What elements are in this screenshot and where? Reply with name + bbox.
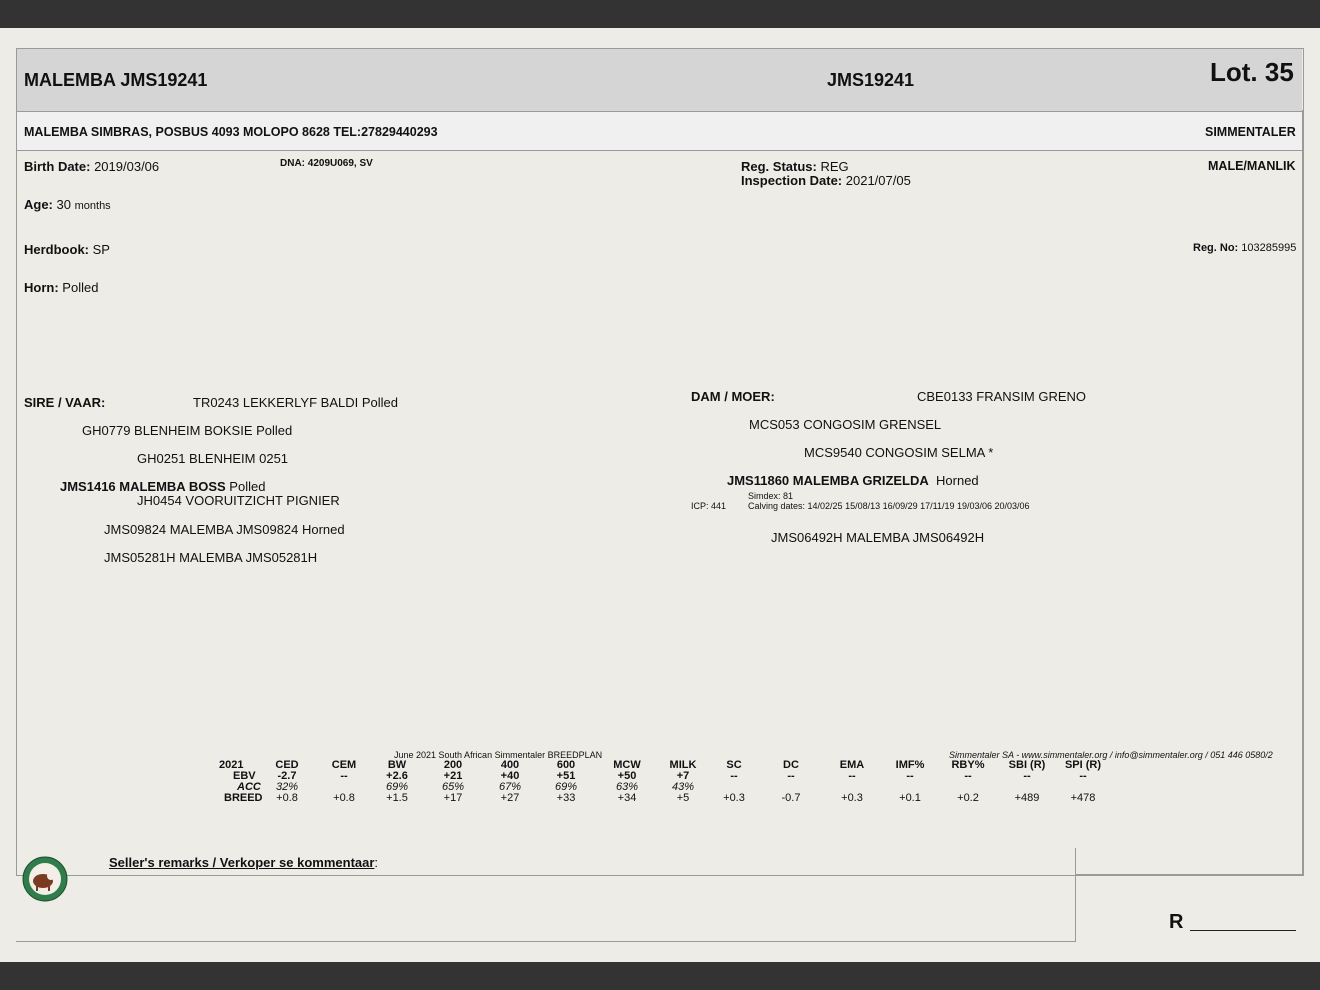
breed-average: +0.1: [899, 792, 921, 804]
breed-average: -0.7: [781, 792, 801, 804]
simdex: Simdex: 81: [748, 491, 794, 501]
breed-average: +489: [1014, 792, 1040, 804]
dam-label: DAM / MOER:: [691, 389, 775, 404]
ebv-value: +40: [500, 770, 520, 782]
acc-value: 43%: [671, 781, 695, 793]
breed-average: +0.8: [276, 792, 298, 804]
dam-sire-sire: CBE0133 FRANSIM GRENO: [917, 389, 1087, 404]
breed-average: +1.5: [386, 792, 408, 804]
dam-name: JMS11860 MALEMBA GRIZELDA Horned: [727, 473, 979, 488]
price-field[interactable]: [1190, 930, 1296, 931]
herdbook: Herdbook: SP: [24, 242, 110, 257]
simmentaler-sa-logo-icon: [22, 856, 68, 902]
breed-average: +0.8: [333, 792, 355, 804]
ebv-value: --: [964, 770, 972, 782]
inspection-date: Inspection Date: 2021/07/05: [741, 173, 911, 188]
ebv-column-header: 600: [556, 759, 576, 771]
breedplan-caption: June 2021 South African Simmentaler BREEDPLAN: [394, 750, 603, 760]
calving-dates: Calving dates: 14/02/25 15/08/13 16/09/29 17/11/19 19/03/06 20/03/06: [748, 501, 1030, 511]
remarks-divider: [1076, 874, 1303, 875]
ebv-year: 2021: [219, 759, 244, 771]
sire-label: SIRE / VAAR:: [24, 395, 106, 410]
ebv-value: +7: [676, 770, 690, 782]
ebv-column-header: MCW: [613, 759, 641, 771]
sire-sire: TR0243 LEKKERLYF BALDI Polled: [193, 395, 398, 410]
ebv-column-header: 200: [443, 759, 463, 771]
ebv-column-header: DC: [783, 759, 799, 771]
ebv-column-header: CEM: [331, 759, 357, 771]
acc-row-label: ACC: [237, 781, 261, 793]
sire-dam-sire: JH0454 VOORUITZICHT PIGNIER: [137, 493, 340, 508]
breed-average: +0.2: [957, 792, 979, 804]
ebv-column-header: SPI (R): [1064, 759, 1102, 771]
ebv-column-header: IMF%: [895, 759, 925, 771]
ebv-column-header: SBI (R): [1008, 759, 1046, 771]
animal-name: MALEMBA JMS19241: [24, 70, 208, 90]
ebv-value: +50: [617, 770, 637, 782]
reg-number: Reg. No: 103285995: [1193, 242, 1297, 254]
acc-value: 69%: [554, 781, 578, 793]
top-bar: [0, 0, 1320, 28]
dna-info: DNA: 4209U069, SV: [280, 158, 373, 169]
ebv-value: +21: [443, 770, 463, 782]
ebv-value: +51: [556, 770, 576, 782]
breed-average: +0.3: [723, 792, 745, 804]
breed-average: +17: [443, 792, 463, 804]
ebv-column-header: 400: [500, 759, 520, 771]
sire-dam-dam: JMS05281H MALEMBA JMS05281H: [104, 550, 318, 565]
right-border: [1302, 110, 1303, 875]
dam-dam: JMS06492H MALEMBA JMS06492H: [771, 530, 985, 545]
breed-average: +34: [617, 792, 637, 804]
acc-value: 63%: [615, 781, 639, 793]
breed-average: +478: [1070, 792, 1096, 804]
breed-row-label: BREED: [224, 792, 263, 804]
ebv-value: --: [848, 770, 856, 782]
main-sire: JMS1416 MALEMBA BOSS Polled: [60, 479, 266, 494]
animal-id: JMS19241: [827, 70, 915, 90]
ebv-column-header: MILK: [669, 759, 697, 771]
dam-sire-dam: MCS9540 CONGOSIM SELMA *: [804, 445, 994, 460]
ebv-column-header: SC: [726, 759, 742, 771]
sire-dam: JMS09824 MALEMBA JMS09824 Horned: [104, 522, 345, 537]
ebv-value: +2.6: [386, 770, 408, 782]
sire-sire-sire-sire: GH0251 BLENHEIM 0251: [137, 451, 289, 466]
age: Age: 30 months: [24, 197, 111, 212]
ebv-value: --: [787, 770, 795, 782]
reg-status: Reg. Status: REG: [741, 159, 849, 174]
horn-status: Horn: Polled: [24, 280, 99, 295]
sire-sire-sire: GH0779 BLENHEIM BOKSIE Polled: [82, 423, 293, 438]
birth-date: Birth Date: 2019/03/06: [24, 159, 160, 174]
breeder-line: MALEMBA SIMBRAS, POSBUS 4093 MOLOPO 8628 TEL:27829440293: [24, 125, 438, 139]
ebv-value: --: [1079, 770, 1087, 782]
acc-value: 69%: [385, 781, 409, 793]
breedplan-contact: Simmentaler SA - www.simmentaler.org / info@simmentaler.org / 051 446 0580/2: [949, 750, 1273, 760]
ebv-value: --: [906, 770, 914, 782]
breed-average: +33: [556, 792, 576, 804]
ebv-value: --: [1023, 770, 1031, 782]
bottom-bar: [0, 962, 1320, 990]
ebv-column-header: RBY%: [951, 759, 985, 771]
lot-number: Lot. 35: [1210, 57, 1294, 87]
breed-average: +27: [500, 792, 520, 804]
ebv-column-header: BW: [387, 759, 407, 771]
seller-remarks-label: Seller's remarks / Verkoper se kommentaar:: [109, 855, 379, 870]
price-prefix: R: [1169, 911, 1184, 933]
ebv-value: -2.7: [277, 770, 297, 782]
acc-value: 65%: [441, 781, 465, 793]
ebv-value: --: [340, 770, 348, 782]
breed-average: +0.3: [841, 792, 863, 804]
sex-label: MALE/MANLIK: [1208, 159, 1296, 173]
icp: ICP: 441: [691, 501, 727, 511]
ebv-value: --: [730, 770, 738, 782]
dam-sire: MCS053 CONGOSIM GRENSEL: [749, 417, 942, 432]
acc-value: 32%: [275, 781, 299, 793]
ebv-column-header: EMA: [839, 759, 865, 771]
breed-average: +5: [676, 792, 690, 804]
acc-value: 67%: [498, 781, 522, 793]
lot-header: [17, 49, 1302, 112]
ebv-column-header: CED: [275, 759, 299, 771]
ebv-row-label: EBV: [233, 770, 256, 782]
breed-name: SIMMENTALER: [1205, 125, 1296, 139]
